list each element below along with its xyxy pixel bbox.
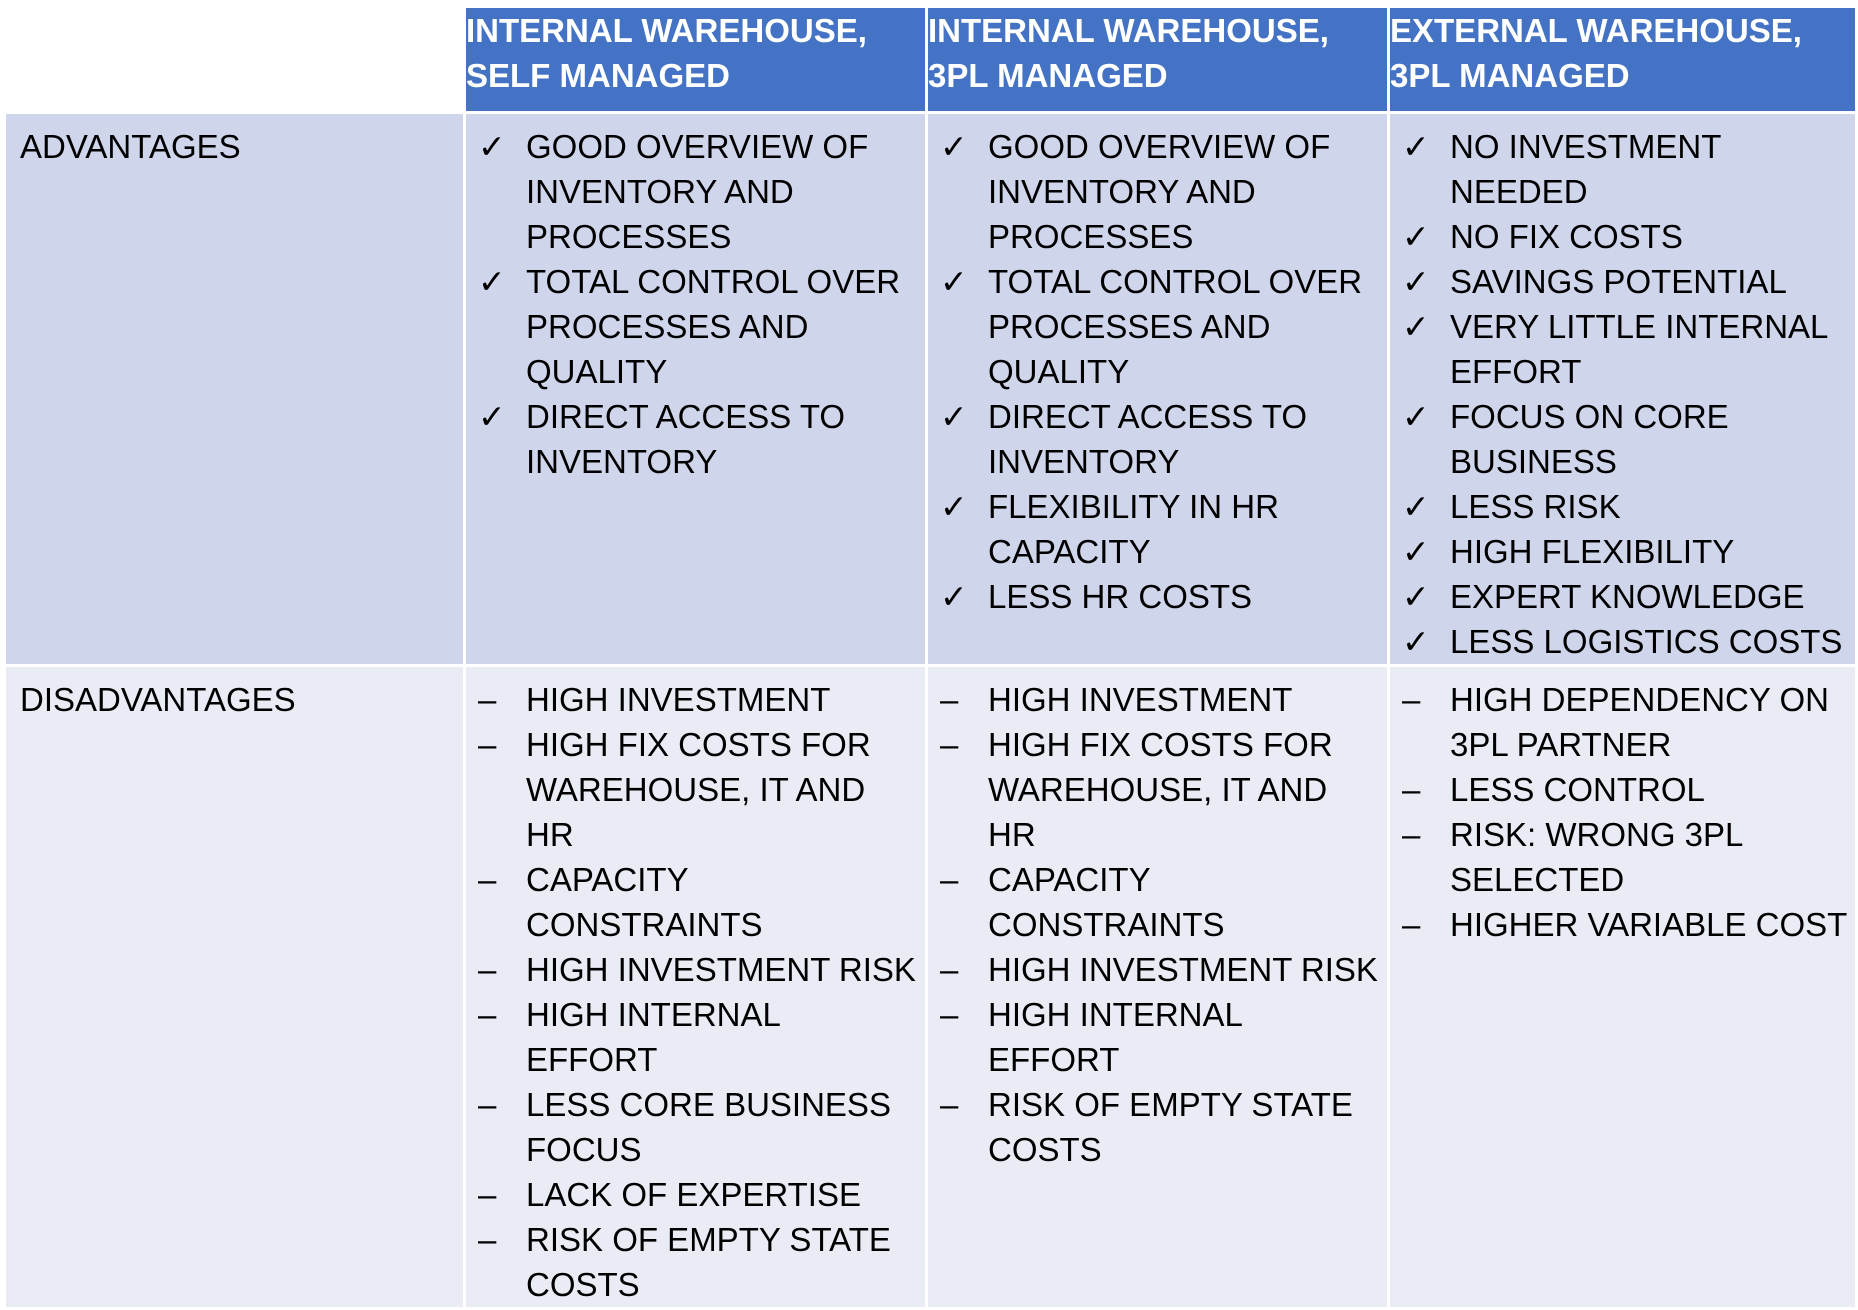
dash-icon: – — [1402, 771, 1421, 808]
list-item-text: RISK OF EMPTY STATE COSTS — [988, 1086, 1353, 1168]
list-item-text: CAPACITY CONSTRAINTS — [526, 861, 763, 943]
list-item-text: HIGH DEPENDENCY ON 3PL PARTNER — [1450, 681, 1829, 763]
column-header-internal-self: INTERNAL WAREHOUSE, SELF MANAGED — [465, 7, 927, 113]
list-item — [478, 1082, 919, 1172]
list-item — [940, 992, 1381, 1082]
list-item — [1402, 529, 1849, 574]
dash-icon: – — [478, 681, 497, 718]
warehouse-comparison-table — [3, 5, 1858, 1310]
list-item — [940, 394, 1381, 484]
list-item — [940, 722, 1381, 857]
check-icon: ✓ — [1402, 578, 1430, 615]
dash-icon: – — [478, 861, 497, 898]
list-item — [478, 992, 919, 1082]
dash-icon: – — [478, 996, 497, 1033]
list-item — [478, 677, 919, 722]
disadvantages-cell-internal-self — [465, 666, 927, 1309]
dash-icon: – — [478, 1086, 497, 1123]
list-item — [1402, 214, 1849, 259]
dash-icon: – — [940, 726, 959, 763]
list-item-text: RISK OF EMPTY STATE COSTS — [526, 1221, 891, 1303]
list-item — [1402, 902, 1849, 947]
list-item — [478, 1172, 919, 1217]
list-item — [1402, 574, 1849, 619]
corner-cell — [5, 7, 465, 113]
list-item — [1402, 259, 1849, 304]
list-item-text: GOOD OVERVIEW OF INVENTORY AND PROCESSES — [526, 128, 869, 255]
list-item-text: HIGH INVESTMENT RISK — [988, 951, 1378, 988]
list-item — [1402, 812, 1849, 902]
list-item-text: HIGH INTERNAL EFFORT — [526, 996, 780, 1078]
list-item — [1402, 767, 1849, 812]
list-item-text: LESS CORE BUSINESS FOCUS — [526, 1086, 891, 1168]
check-icon: ✓ — [940, 578, 968, 615]
list-item — [940, 259, 1381, 394]
list-item-text: NO INVESTMENT NEEDED — [1450, 128, 1721, 210]
list-item-text: VERY LITTLE INTERNAL EFFORT — [1450, 308, 1828, 390]
row-label-disadvantages: DISADVANTAGES — [5, 666, 465, 1309]
list-item — [940, 124, 1381, 259]
dash-icon: – — [478, 951, 497, 988]
dash-icon: – — [940, 1086, 959, 1123]
list-item-text: LESS RISK — [1450, 488, 1621, 525]
disadvantages-row — [5, 666, 1857, 1309]
list-item-text: LACK OF EXPERTISE — [526, 1176, 861, 1213]
column-header-external-3pl: EXTERNAL WAREHOUSE, 3PL MANAGED — [1389, 7, 1857, 113]
check-icon: ✓ — [1402, 308, 1430, 345]
advantages-row — [5, 113, 1857, 666]
check-icon: ✓ — [940, 398, 968, 435]
dash-icon: – — [478, 1221, 497, 1258]
row-label-advantages: ADVANTAGES — [5, 113, 465, 666]
list-item — [478, 394, 919, 484]
disadvantages-cell-internal-3pl — [927, 666, 1389, 1309]
list-item — [478, 947, 919, 992]
list-item-text: HIGH INVESTMENT RISK — [526, 951, 916, 988]
list-item — [940, 574, 1381, 619]
disadvantages-cell-external-3pl — [1389, 666, 1857, 1309]
dash-icon: – — [1402, 816, 1421, 853]
check-icon: ✓ — [1402, 218, 1430, 255]
check-icon: ✓ — [1402, 533, 1430, 570]
list-item-text: NO FIX COSTS — [1450, 218, 1683, 255]
list-item — [1402, 394, 1849, 484]
bullet-list — [1390, 667, 1855, 947]
dash-icon: – — [1402, 906, 1421, 943]
dash-icon: – — [940, 861, 959, 898]
check-icon: ✓ — [478, 128, 506, 165]
list-item-text: FLEXIBILITY IN HR CAPACITY — [988, 488, 1279, 570]
list-item — [478, 124, 919, 259]
column-header-internal-3pl: INTERNAL WAREHOUSE, 3PL MANAGED — [927, 7, 1389, 113]
check-icon: ✓ — [1402, 263, 1430, 300]
list-item — [1402, 619, 1849, 664]
list-item — [940, 857, 1381, 947]
list-item-text: RISK: WRONG 3PL SELECTED — [1450, 816, 1743, 898]
list-item-text: HIGH FIX COSTS FOR WAREHOUSE, IT AND HR — [988, 726, 1333, 853]
list-item-text: LESS HR COSTS — [988, 578, 1253, 615]
list-item-text: DIRECT ACCESS TO INVENTORY — [988, 398, 1308, 480]
dash-icon: – — [478, 726, 497, 763]
list-item — [940, 677, 1381, 722]
list-item — [478, 857, 919, 947]
advantages-cell-internal-self — [465, 113, 927, 666]
dash-icon: – — [940, 996, 959, 1033]
bullet-list — [1390, 114, 1855, 664]
dash-icon: – — [478, 1176, 497, 1213]
dash-icon: – — [940, 681, 959, 718]
bullet-list — [466, 667, 925, 1307]
list-item — [1402, 484, 1849, 529]
check-icon: ✓ — [940, 128, 968, 165]
bullet-list — [928, 114, 1387, 619]
bullet-list — [466, 114, 925, 484]
list-item — [940, 947, 1381, 992]
list-item-text: HIGH FLEXIBILITY — [1450, 533, 1735, 570]
list-item-text: LESS CONTROL — [1450, 771, 1705, 808]
list-item-text: TOTAL CONTROL OVER PROCESSES AND QUALITY — [526, 263, 901, 390]
check-icon: ✓ — [940, 263, 968, 300]
dash-icon: – — [1402, 681, 1421, 718]
check-icon: ✓ — [1402, 488, 1430, 525]
list-item-text: HIGH INVESTMENT — [526, 681, 831, 718]
list-item — [478, 1217, 919, 1307]
check-icon: ✓ — [478, 398, 506, 435]
list-item — [1402, 677, 1849, 767]
dash-icon: – — [940, 951, 959, 988]
list-item — [478, 259, 919, 394]
list-item-text: HIGH FIX COSTS FOR WAREHOUSE, IT AND HR — [526, 726, 871, 853]
list-item-text: GOOD OVERVIEW OF INVENTORY AND PROCESSES — [988, 128, 1331, 255]
list-item-text: EXPERT KNOWLEDGE — [1450, 578, 1805, 615]
list-item-text: HIGH INTERNAL EFFORT — [988, 996, 1242, 1078]
check-icon: ✓ — [1402, 398, 1430, 435]
check-icon: ✓ — [478, 263, 506, 300]
check-icon: ✓ — [1402, 128, 1430, 165]
list-item — [1402, 124, 1849, 214]
list-item-text: DIRECT ACCESS TO INVENTORY — [526, 398, 846, 480]
list-item — [940, 1082, 1381, 1172]
list-item — [940, 484, 1381, 574]
list-item-text: CAPACITY CONSTRAINTS — [988, 861, 1225, 943]
list-item — [478, 722, 919, 857]
advantages-cell-external-3pl — [1389, 113, 1857, 666]
list-item — [1402, 304, 1849, 394]
list-item-text: HIGHER VARIABLE COST — [1450, 906, 1848, 943]
list-item-text: TOTAL CONTROL OVER PROCESSES AND QUALITY — [988, 263, 1363, 390]
list-item-text: HIGH INVESTMENT — [988, 681, 1293, 718]
list-item-text: FOCUS ON CORE BUSINESS — [1450, 398, 1729, 480]
advantages-cell-internal-3pl — [927, 113, 1389, 666]
check-icon: ✓ — [1402, 623, 1430, 660]
bullet-list — [928, 667, 1387, 1172]
check-icon: ✓ — [940, 488, 968, 525]
list-item-text: SAVINGS POTENTIAL — [1450, 263, 1787, 300]
list-item-text: LESS LOGISTICS COSTS — [1450, 623, 1843, 660]
header-row — [5, 7, 1857, 113]
